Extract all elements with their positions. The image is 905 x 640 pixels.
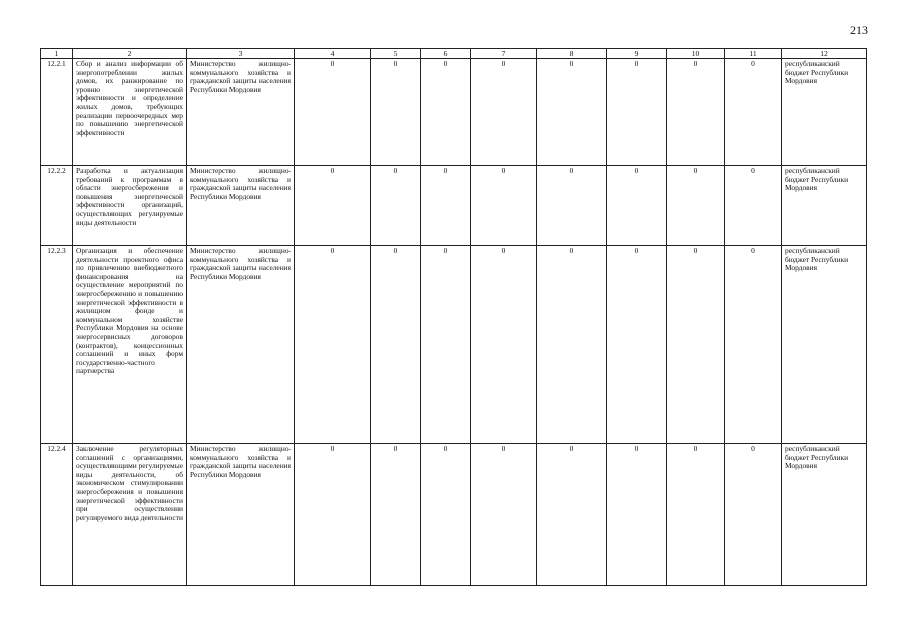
row-value: 0 <box>371 59 421 166</box>
table-row <box>41 166 867 246</box>
column-header: 8 <box>537 49 607 59</box>
row-funding-source: республиканский бюджет Республики Мордовия <box>782 166 867 246</box>
column-header: 5 <box>371 49 421 59</box>
row-value: 0 <box>421 166 471 246</box>
row-value: 0 <box>607 246 667 444</box>
row-value: 0 <box>421 246 471 444</box>
row-value: 0 <box>725 59 782 166</box>
row-value: 0 <box>725 166 782 246</box>
row-code: 12.2.3 <box>41 246 73 444</box>
row-executor: Министерство жилищно-коммунального хозяйства и гражданской защиты населения Республики Мордовия <box>187 246 295 444</box>
measures-table <box>40 48 867 586</box>
table-row <box>41 59 867 166</box>
row-value: 0 <box>471 246 537 444</box>
row-executor: Министерство жилищно-коммунального хозяйства и гражданской защиты населения Республики Мордовия <box>187 166 295 246</box>
row-value: 0 <box>725 444 782 586</box>
row-value: 0 <box>371 246 421 444</box>
column-header: 6 <box>421 49 471 59</box>
row-value: 0 <box>607 59 667 166</box>
row-code: 12.2.1 <box>41 59 73 166</box>
row-value: 0 <box>537 166 607 246</box>
row-funding-source: республиканский бюджет Республики Мордовия <box>782 444 867 586</box>
row-executor: Министерство жилищно-коммунального хозяйства и гражданской защиты населения Республики Мордовия <box>187 59 295 166</box>
row-value: 0 <box>421 444 471 586</box>
row-value: 0 <box>667 59 725 166</box>
column-header: 4 <box>295 49 371 59</box>
row-value: 0 <box>471 444 537 586</box>
column-header: 7 <box>471 49 537 59</box>
row-description: Разработка и актуализация требований к программам в области энергосбережения и повышения энергетической эффективности организаций, осуществляющих регулируемые виды деятельности <box>73 166 187 246</box>
row-value: 0 <box>471 166 537 246</box>
row-executor: Министерство жилищно-коммунального хозяйства и гражданской защиты населения Республики Мордовия <box>187 444 295 586</box>
row-value: 0 <box>295 166 371 246</box>
column-header: 3 <box>187 49 295 59</box>
column-header: 11 <box>725 49 782 59</box>
header-row <box>41 49 867 59</box>
row-code: 12.2.2 <box>41 166 73 246</box>
row-value: 0 <box>725 246 782 444</box>
row-value: 0 <box>537 444 607 586</box>
row-value: 0 <box>607 444 667 586</box>
row-value: 0 <box>421 59 471 166</box>
column-header: 1 <box>41 49 73 59</box>
row-value: 0 <box>667 166 725 246</box>
page-number: 213 <box>850 23 868 37</box>
row-value: 0 <box>607 166 667 246</box>
row-value: 0 <box>295 444 371 586</box>
row-value: 0 <box>295 59 371 166</box>
row-value: 0 <box>667 246 725 444</box>
row-value: 0 <box>667 444 725 586</box>
row-value: 0 <box>371 166 421 246</box>
row-value: 0 <box>471 59 537 166</box>
row-value: 0 <box>537 59 607 166</box>
column-header: 9 <box>607 49 667 59</box>
row-funding-source: республиканский бюджет Республики Мордовия <box>782 59 867 166</box>
table-row <box>41 444 867 586</box>
row-description: Заключение регуляторных соглашений с организациями, осуществляющими регулируемые виды деятельности, об экономическом стимулировании энергосбережения и повышения энергетической эффективности при осуществлении регулируемого вида деятельности <box>73 444 187 586</box>
column-header: 12 <box>782 49 867 59</box>
row-value: 0 <box>537 246 607 444</box>
column-header: 10 <box>667 49 725 59</box>
row-value: 0 <box>371 444 421 586</box>
column-header: 2 <box>73 49 187 59</box>
row-description: Организация и обеспечение деятельности проектного офиса по привлечению внебюджетного финансирования на осуществление мероприятий по энергосбережению и повышению энергетической эффективности в жилищном фонде и коммунальном хозяйстве Республики Мордовия на основе энергосервисных договоров (контрактов), концессионных соглашений и иных форм государственно-частного партнерства <box>73 246 187 444</box>
row-code: 12.2.4 <box>41 444 73 586</box>
row-value: 0 <box>295 246 371 444</box>
row-funding-source: республиканский бюджет Республики Мордовия <box>782 246 867 444</box>
table-row <box>41 246 867 444</box>
row-description: Сбор и анализ информации об энергопотреблении жилых домов, их ранжирование по уровню энергетической эффективности и определение жилых домов, требующих реализации первоочередных мер по повышению энергетической эффективности <box>73 59 187 166</box>
